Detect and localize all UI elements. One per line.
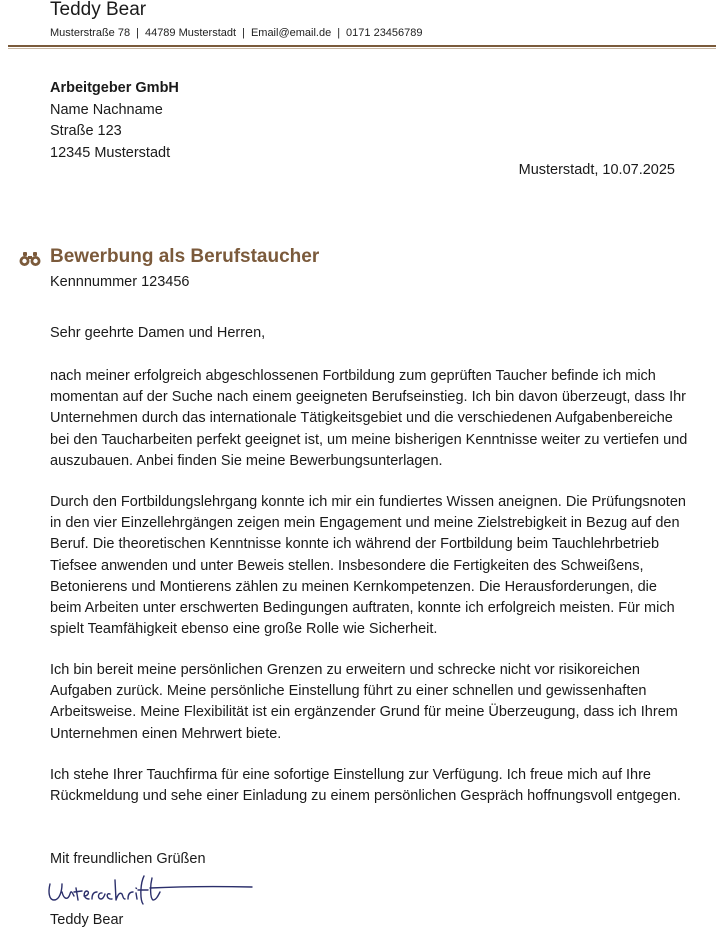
binoculars-icon [19,252,41,266]
separator: | [136,27,139,39]
letter-greeting: Sehr geehrte Damen und Herren, [50,325,266,341]
letter-date: Musterstadt, 10.07.2025 [518,162,675,178]
letter-paragraph: nach meiner erfolgreich abgeschlossenen Fortbildung zum geprüften Taucher befinde ich mich momentan auf der Suche nach einem geeigneten Berufseinstieg. Ich bin davon überzeugt, dass Ihr Unternehmen durch das internationale Tätigkeitsgebiet und die verschiedenen Aufgabenbereiche bei den Taucharbeiten perfekt geeignet ist, um meine bisherigen Kenntnisse weiter zu vertiefen und auszubauen. Anbei finden Sie meine Bewerbungsunterlagen. [50,368,688,469]
sender-name: Teddy Bear [50,0,147,20]
header-divider-shadow [8,48,716,49]
separator: | [242,27,245,39]
letter-subject: Bewerbung als Berufstaucher [50,246,320,267]
handwritten-signature [40,870,255,910]
sender-street: Musterstraße 78 [50,27,131,39]
sender-email[interactable]: Email@email.de [250,27,332,39]
letter-closing: Mit freundlichen Grüßen [50,851,206,867]
sender-phone: 0171 23456789 [346,27,423,39]
signer-name: Teddy Bear [50,912,124,928]
letter-paragraph: Ich stehe Ihrer Tauchfirma für eine sofortige Einstellung zur Verfügung. Ich freue mich auf Ihre Rückmeldung und sehe einer Einladung zu einem persönlichen Gespräch hoffnungsvoll entgegen. [50,767,681,805]
sender-contact-line [50,27,423,39]
letter-paragraph: Durch den Fortbildungslehrgang konnte ich mir ein fundiertes Wissen aneignen. Die Prüfungsnoten in den vier Einzellehrgängen zeigen mein Engagement und meine Zielstrebigkeit in Bezug auf den Beruf. Die theoretischen Kenntnisse konnte ich während der Fortbildung beim Tauchlehrbetrieb Tiefsee anwenden und unter Beweis stellen. Insbesondere die Fertigkeiten des Schweißens, Betonierens und Montierens zählen zu meinen Kernkompetenzen. Die Herausforderungen, die beim Arbeiten unter erschwerten Bedingungen auftraten, konnte ich erfolgreich meisten. Für mich spielt Teamfähigkeit ebenso eine große Rolle wie Sicherheit. [50,494,686,638]
header-divider [8,45,716,47]
recipient-street: Straße 123 [50,123,122,139]
sender-city: 44789 Musterstadt [144,27,237,39]
reference-number: Kennnummer 123456 [50,274,190,290]
separator: | [337,27,341,39]
letter-paragraph: Ich bin bereit meine persönlichen Grenzen zu erweitern und schrecke nicht vor risikoreichen Aufgaben zurück. Meine persönliche Einstellung führt zu einer schnellen und gewissenhaften Arbeitsweise. Meine Flexibilität ist ein ergänzender Grund für meine Überzeugung, dass ich Ihrem Unternehmen einen Mehrwert biete. [50,662,678,742]
recipient-contact: Name Nachname [50,101,163,118]
recipient-company: Arbeitgeber GmbH [50,80,179,96]
recipient-city: 12345 Musterstadt [50,144,171,161]
recipient-address [50,78,179,164]
